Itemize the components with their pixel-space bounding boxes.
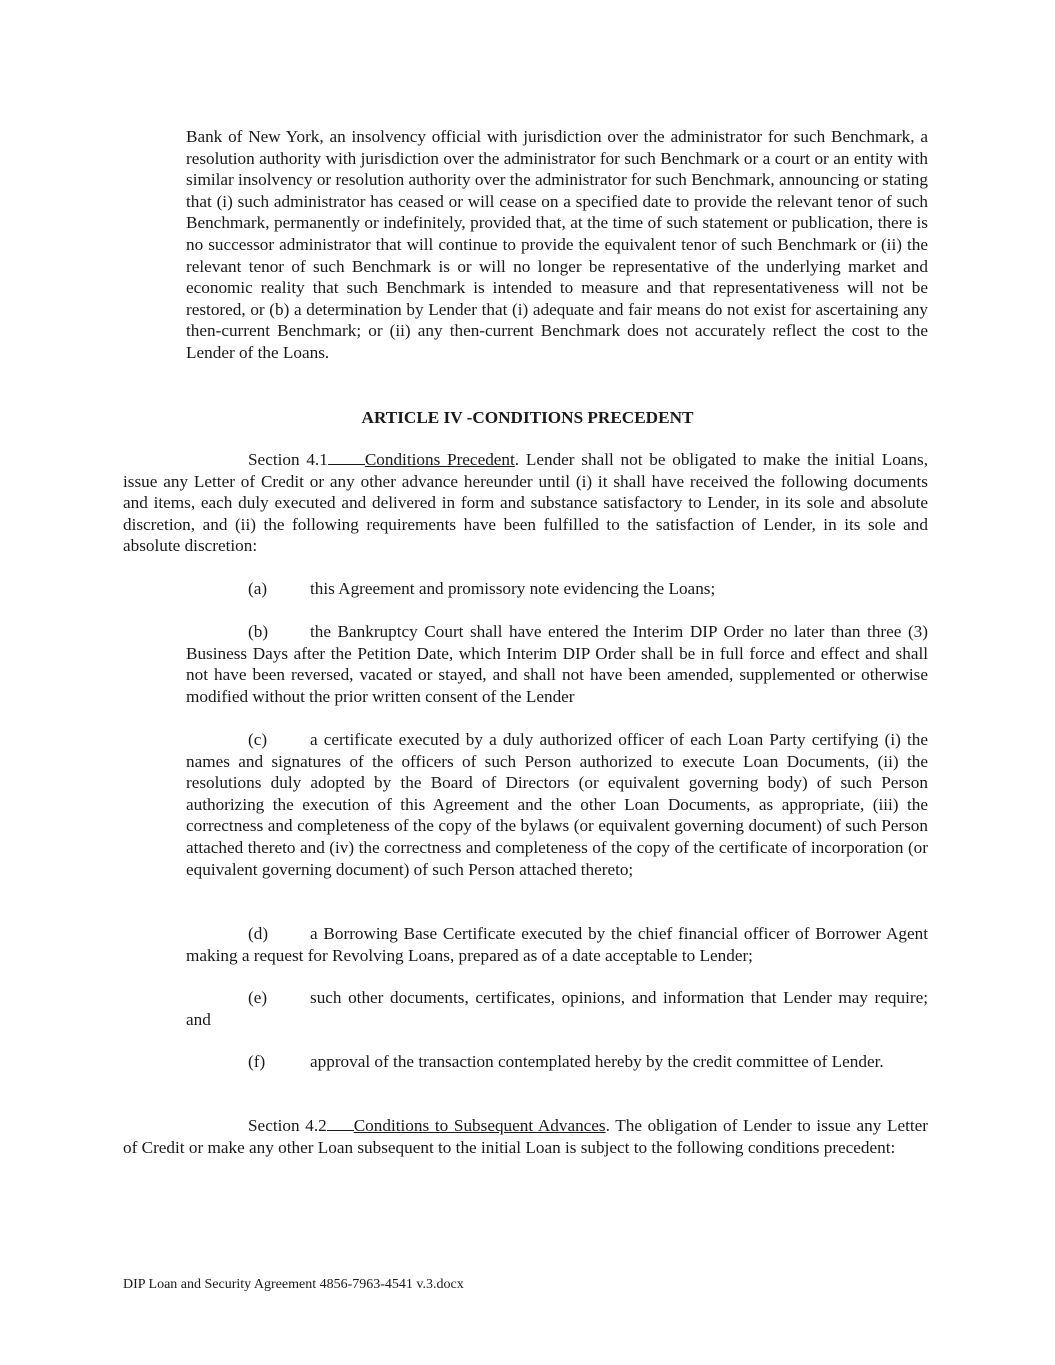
item-label: (d) bbox=[248, 924, 269, 943]
item-text: such other documents, certificates, opinions, and information that Lender may require; and bbox=[186, 988, 928, 1029]
section-4-1-title: Conditions Precedent bbox=[364, 450, 515, 469]
item-text: a Borrowing Base Certificate executed by the chief financial officer of Borrower Agent making a request for Revolving Loans, prepared as of a date acceptable to Lender; bbox=[186, 924, 928, 965]
item-text: a certificate executed by a duly authorized officer of each Loan Party certifying (i) the names and signatures of the officers of such Person authorized to execute Loan Documents, (ii) the resolutions duly adopted by the Board of Directors (or equivalent governing body) of such Person authorizing the execution of this Agreement and the other Loan Documents, as appropriate, (iii) the correctness and completeness of the copy of the bylaws (or equivalent governing document) of such Person attached thereto and (iv) the correctness and completeness of the copy of the certificate of incorporation (or equivalent governing document) of such Person attached thereto; bbox=[186, 730, 928, 879]
section-4-2-title: Conditions to Subsequent Advances bbox=[353, 1116, 606, 1135]
item-text: approval of the transaction contemplated hereby by the credit committee of Lender. bbox=[310, 1052, 884, 1071]
item-label: (e) bbox=[248, 988, 268, 1007]
list-item bbox=[186, 578, 928, 600]
article-heading: ARTICLE IV -CONDITIONS PRECEDENT bbox=[361, 408, 694, 427]
document-footer: DIP Loan and Security Agreement 4856-7963-4541 v.3.docx bbox=[123, 1277, 464, 1292]
section-4-1-paragraph bbox=[123, 449, 928, 557]
item-label: (b) bbox=[248, 622, 269, 641]
item-text: the Bankruptcy Court shall have entered the Interim DIP Order no later than three (3) Business Days after the Petition Date, which Interim DIP Order shall be in full force and effect and shall not have been reversed, vacated or stayed, and shall not have been amended, supplemented or otherwise modified without the prior written consent of the Lender bbox=[186, 622, 928, 706]
item-text: this Agreement and promissory note evidencing the Loans; bbox=[310, 579, 716, 598]
section-4-1-text: . Lender shall not be obligated to make the initial Loans, issue any Letter of Credit or any other advance hereunder until (i) it shall have received the following documents and items, each duly executed and delivered in form and substance satisfactory to Lender, in its sole and absolute discretion, and (ii) the following requirements have been fulfilled to the satisfaction of Lender, in its sole and absolute discretion: bbox=[123, 450, 928, 556]
list-item bbox=[186, 1051, 928, 1073]
list-item bbox=[186, 621, 928, 707]
list-item bbox=[186, 923, 928, 966]
continuation-paragraph: Bank of New York, an insolvency official with jurisdiction over the administrator for such Benchmark, a resolution authority with jurisdiction over the administrator for such Benchmark or a court or an entity with similar insolvency or resolution authority over the administrator for such Benchmark, announcing or stating that (i) such administrator has ceased or will cease on a specified date to provide the relevant tenor of such Benchmark, permanently or indefinitely, provided that, at the time of such statement or publication, there is no successor administrator that will continue to provide the equivalent tenor of such Benchmark or (ii) the relevant tenor of such Benchmark is or will no longer be representative of the underlying market and economic reality that such Benchmark is intended to measure and that representativeness will not be restored, or (b) a determination by Lender that (i) adequate and fair means do not exist for ascertaining any then-current Benchmark; or (ii) any then-current Benchmark does not accurately reflect the cost to the Lender of the Loans. bbox=[186, 127, 928, 362]
section-4-2-number: Section 4.2 bbox=[248, 1116, 327, 1135]
list-item bbox=[186, 987, 928, 1030]
section-4-1-number: Section 4.1 bbox=[248, 450, 328, 469]
item-label: (f) bbox=[248, 1052, 266, 1071]
item-label: (c) bbox=[248, 730, 268, 749]
item-label: (a) bbox=[248, 579, 268, 598]
section-4-2-paragraph bbox=[123, 1115, 928, 1158]
list-item bbox=[186, 729, 928, 880]
section-4-2-text: . The obligation of Lender to issue any Letter of Credit or make any other Loan subsequent to the initial Loan is subject to the following conditions precedent: bbox=[123, 1116, 928, 1157]
